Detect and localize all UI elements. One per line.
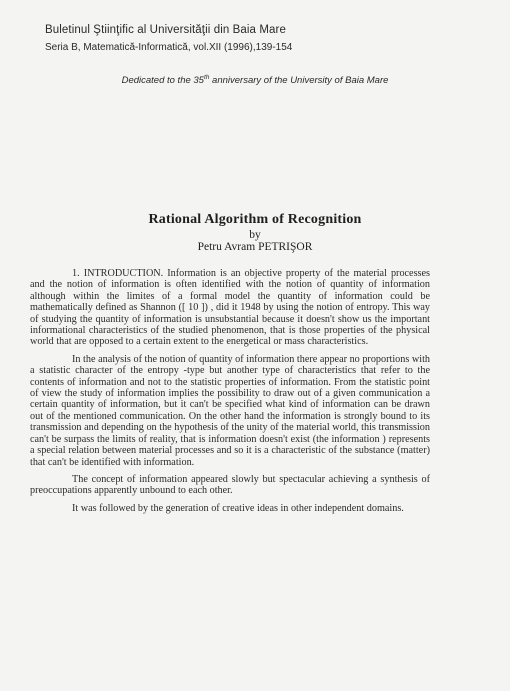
title-block (0, 212, 510, 253)
dedication-text: Dedicated to the 35 (121, 75, 204, 87)
dedication-ordinal-suffix: th (203, 74, 210, 81)
paragraph-introduction: 1. INTRODUCTION. Information is an objective property of the material processes and the notion of information is often identified with the notion of quantity of information although within the limites of a formal model the quantity of information could be mathematically defined as Shannon ([ 10 ]) , did it 1948 by using the notion of entropy. This way of studying the quantity of information is unsubstantial because it doesn't show us the important informational characteristics of the studied phenomenon, that is those properties of the physical world that are opposed to a certain extent to the energetical or mass characteristics. (30, 268, 430, 348)
author-name: Petru Avram PETRIŞOR (197, 241, 313, 253)
body-text (30, 268, 430, 520)
paragraph-followed: It was followed by the generation of creative ideas in other independent domains. (72, 502, 404, 514)
journal-header (45, 24, 292, 53)
paragraph-concept: The concept of information appeared slowly but spectacular achieving a synthesis of preoccupations apparently unbound to each other. (30, 473, 430, 497)
journal-name: Buletinul Ştiinţific al Universităţii din Baia Mare (45, 24, 286, 36)
dedication (0, 74, 510, 86)
by-line: by (249, 229, 261, 241)
paper-title: Rational Algorithm of Recognition (148, 212, 362, 227)
journal-series: Seria B, Matematică-Informatică, vol.XII (1996),139-154 (45, 42, 293, 53)
dedication-text-rest: anniversary of the University of Baia Mare (209, 75, 389, 87)
paragraph-analysis: In the analysis of the notion of quantity of information there appear no proportions with a statistic character of the entropy -type but another type of characteristics that refer to the contents of information and not to the statistic properties of information. From the statistic point of view the study of information implies the possibility to draw out of a given communication a certain quantity of information, but it can't be specified what kind of information can be drawn out of the mentioned communication. On the other hand the information is strongly bound to its transmission and depending on the hypothesis of the unity of the material world, this transmission can't be surpass the limits of reality, that is information doesn't exist (the information ) represents a special relation between material processes and so it is a characteristic of the substance (matter) that can't be identified with information. (30, 353, 430, 468)
